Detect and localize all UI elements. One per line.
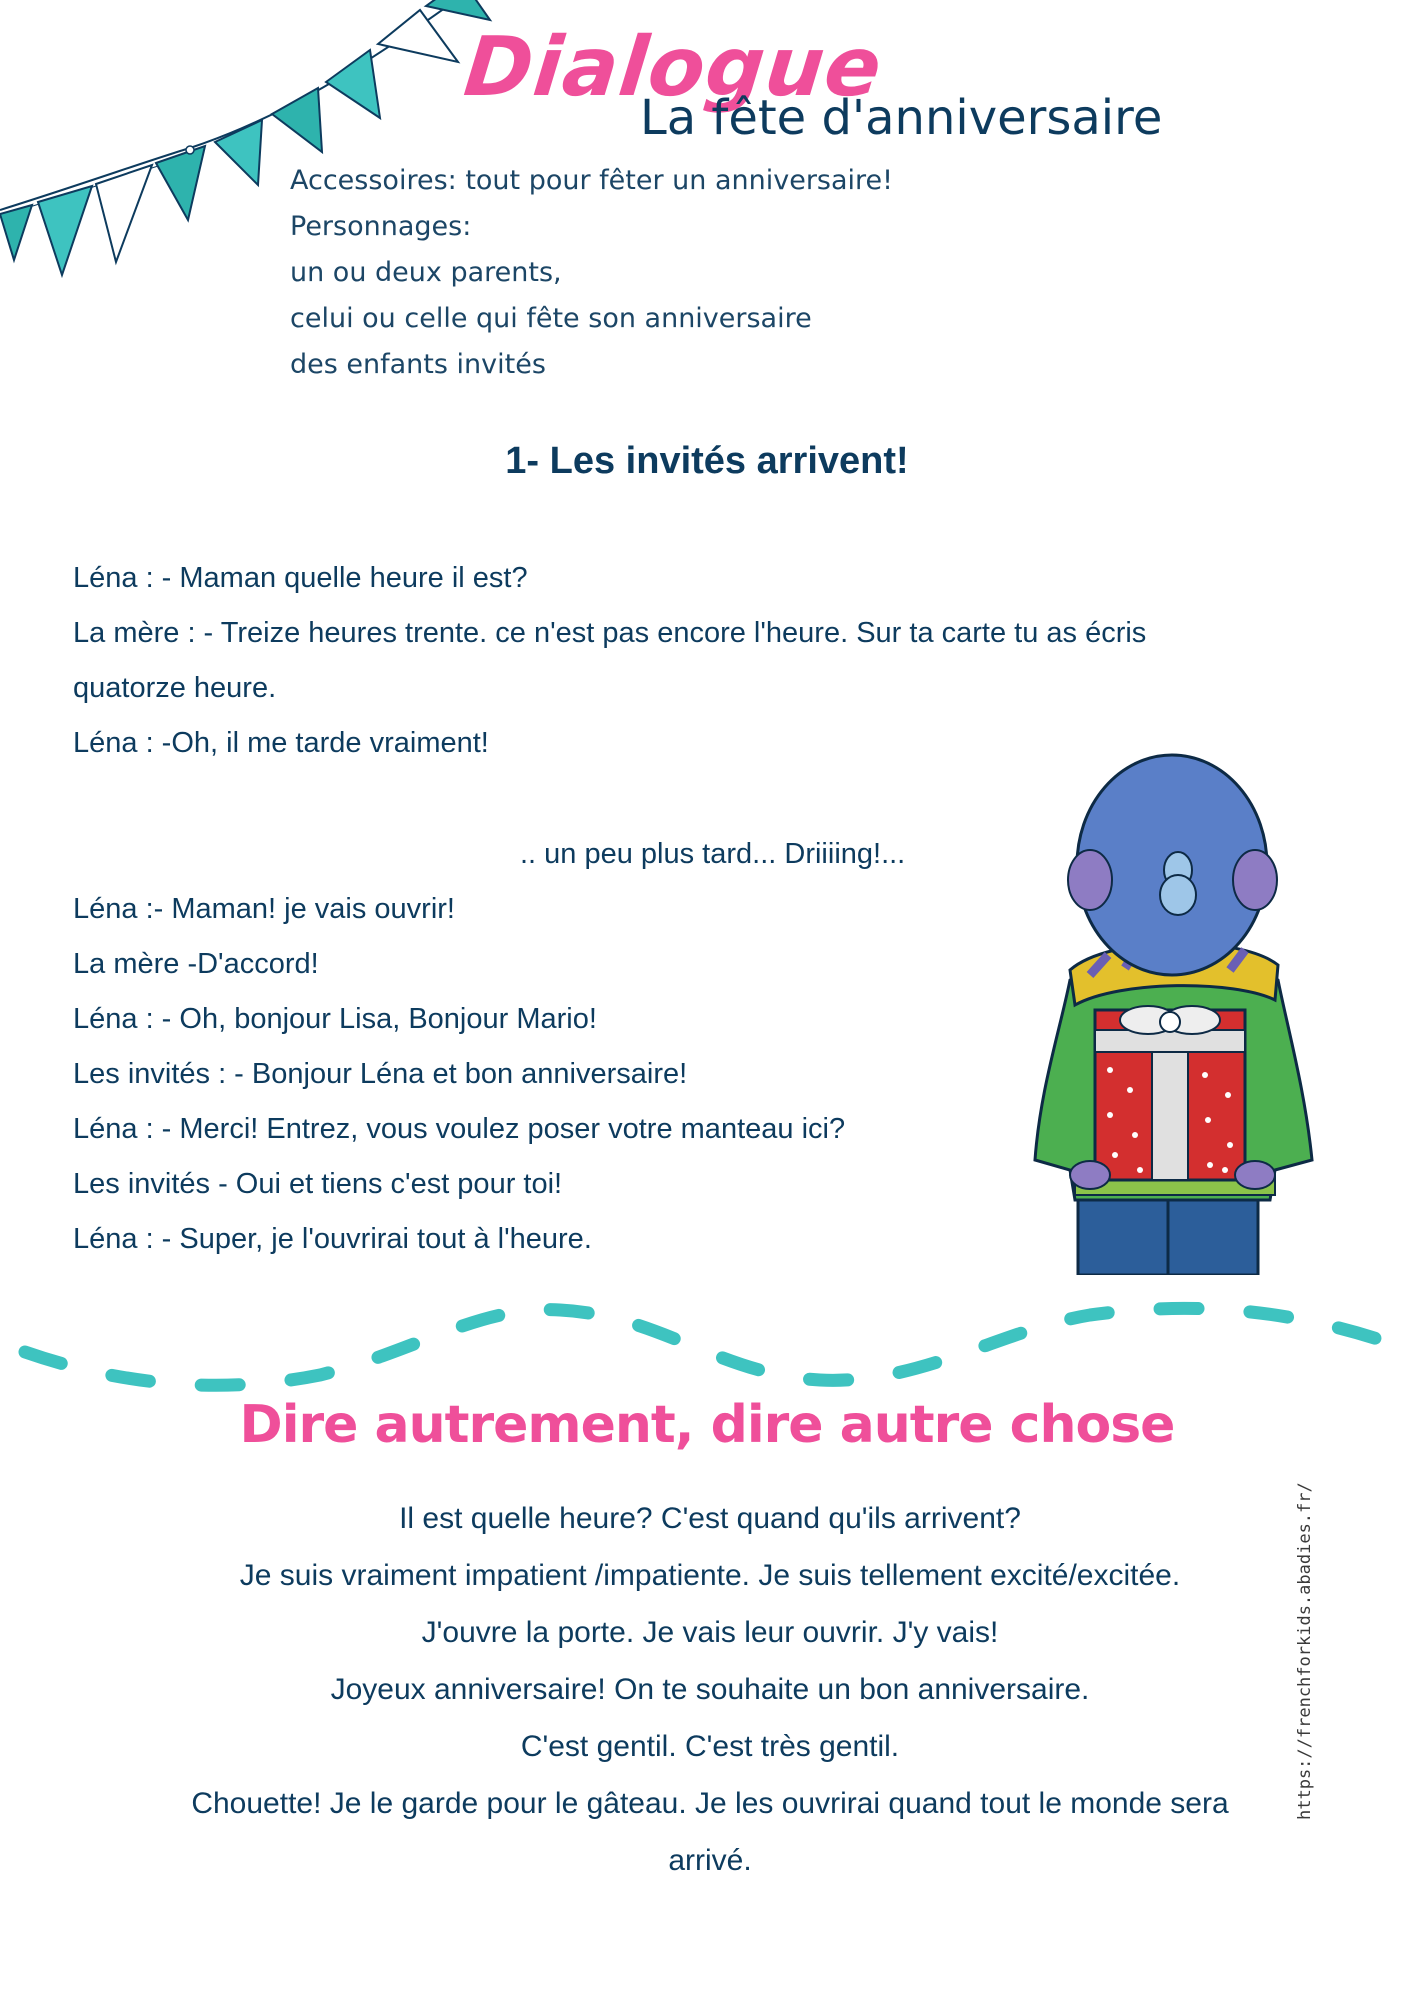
alternatives-line: C'est gentil. C'est très gentil. bbox=[520, 1730, 900, 1763]
dialogue-line: Les invités - Oui et tiens c'est pour toi! bbox=[73, 1168, 563, 1200]
dialogue-line: Les invités : - Bonjour Léna et bon anniversaire! bbox=[73, 1058, 688, 1090]
alternatives-line: J'ouvre la porte. Je vais leur ouvrir. J'y vais! bbox=[421, 1616, 999, 1649]
alternatives-title: Dire autrement, dire autre chose bbox=[239, 1395, 1175, 1455]
alternatives-line: Chouette! Je le garde pour le gâteau. Je les ouvrirai quand tout le monde sera bbox=[191, 1787, 1229, 1820]
page-title: Dialogue bbox=[460, 20, 887, 115]
dialogue-line: Léna : - Merci! Entrez, vous voulez poser votre manteau ici? bbox=[73, 1113, 846, 1145]
child-with-gift-icon bbox=[1030, 730, 1320, 1275]
section-heading: 1- Les invités arrivent! bbox=[505, 440, 909, 482]
intro-character-birthday-child: celui ou celle qui fête son anniversaire bbox=[290, 303, 812, 334]
dashed-wave-divider-icon bbox=[0, 1290, 1414, 1410]
dialogue-line: Léna :- Maman! je vais ouvrir! bbox=[73, 893, 455, 925]
dialogue-line: La mère -D'accord! bbox=[73, 948, 319, 980]
dialogue-line: quatorze heure. bbox=[73, 672, 277, 704]
source-url[interactable]: https://frenchforkids.abadies.fr/ bbox=[1295, 1482, 1315, 1820]
alternatives-line: Joyeux anniversaire! On te souhaite un bon anniversaire. bbox=[330, 1673, 1090, 1706]
dialogue-line: Léna : - Oh, bonjour Lisa, Bonjour Mario! bbox=[73, 1003, 597, 1035]
alternatives-line: Il est quelle heure? C'est quand qu'ils arrivent? bbox=[399, 1502, 1021, 1535]
alternatives-line: arrivé. bbox=[668, 1844, 752, 1877]
dialogue-line: Léna : -Oh, il me tarde vraiment! bbox=[73, 727, 489, 759]
page-subtitle: La fête d'anniversaire bbox=[640, 90, 1163, 146]
dialogue-line: Léna : - Maman quelle heure il est? bbox=[73, 562, 528, 594]
intro-character-parents: un ou deux parents, bbox=[290, 257, 562, 288]
stage-direction: .. un peu plus tard... Driiiing!... bbox=[520, 838, 906, 870]
dialogue-line: Léna : - Super, je l'ouvrirai tout à l'heure. bbox=[73, 1223, 592, 1255]
intro-block bbox=[290, 158, 990, 388]
alternatives-list bbox=[100, 1490, 1320, 1889]
dialogue-line: La mère : - Treize heures trente. ce n'est pas encore l'heure. Sur ta carte tu as écris bbox=[73, 617, 1147, 649]
intro-accessories: Accessoires: tout pour fêter un anniversaire! bbox=[290, 165, 893, 196]
alternatives-line: Je suis vraiment impatient /impatiente. Je suis tellement excité/excitée. bbox=[239, 1559, 1181, 1592]
intro-character-guests: des enfants invités bbox=[290, 349, 546, 380]
intro-characters-label: Personnages: bbox=[290, 211, 472, 242]
